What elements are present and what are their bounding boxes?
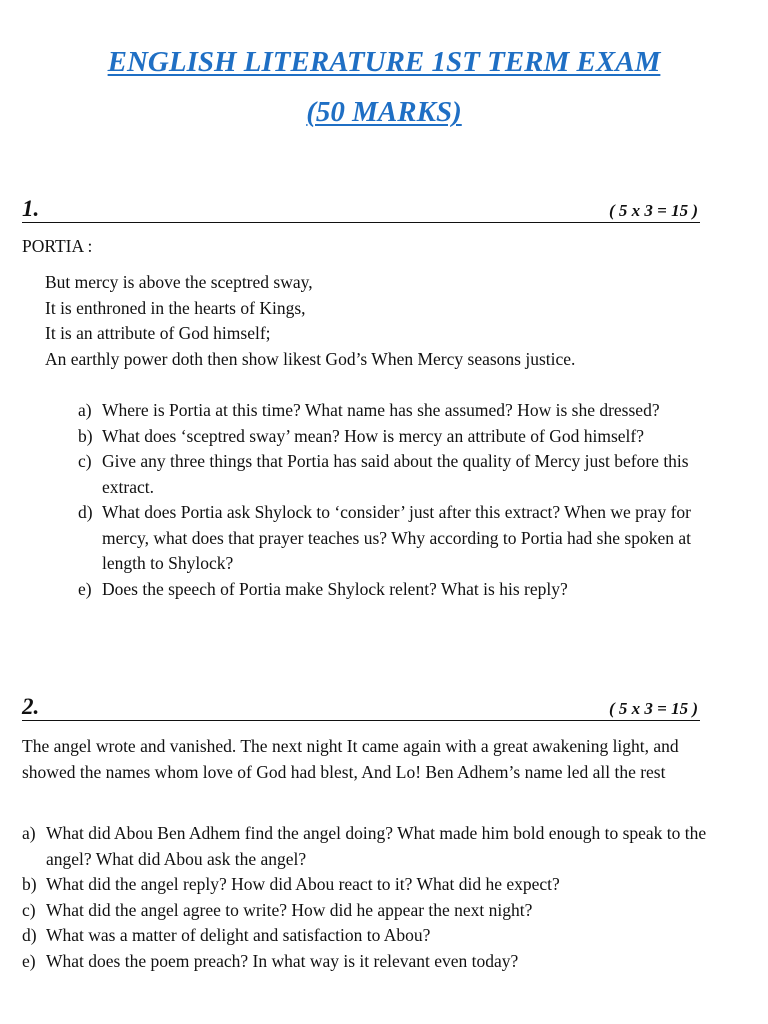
passage-line: An earthly power doth then show likest God’s When Mercy seasons justice.: [45, 348, 576, 369]
question-2-passage: The angel wrote and vanished. The next night It came again with a great awakening light, and showed the names whom love of God had blest, And Lo! Ben Adhem’s name led all the rest: [22, 736, 679, 782]
speaker-label: PORTIA :: [22, 236, 93, 256]
subquestion-item: [22, 898, 722, 924]
question-1-passage: [45, 270, 745, 372]
subquestion-item: [78, 577, 708, 603]
question-1-header: [22, 196, 700, 223]
subquestion-label: c): [78, 451, 92, 471]
subquestion-text: What did Abou Ben Adhem find the angel doing? What made him bold enough to speak to the angel? What did Abou ask the angel?: [46, 823, 707, 869]
subquestion-label: a): [78, 400, 92, 420]
subquestion-item: [78, 398, 708, 424]
question-2-marks: ( 5 x 3 = 15 ): [608, 699, 698, 718]
question-1-number: 1.: [22, 196, 40, 221]
question-2-number: 2.: [22, 694, 40, 719]
exam-title: ENGLISH LITERATURE 1ST TERM EXAM: [107, 46, 661, 78]
subquestion-text: Where is Portia at this time? What name has she assumed? How is she dressed?: [102, 400, 660, 420]
subquestion-label: b): [22, 874, 37, 894]
subquestion-item: [22, 821, 722, 872]
question-2-subquestions: [22, 821, 722, 974]
subquestion-item: [78, 500, 708, 577]
subquestion-label: e): [22, 950, 36, 971]
subquestion-text: What was a matter of delight and satisfaction to Abou?: [46, 925, 431, 945]
subquestion-text: What does the poem preach? In what way is it relevant even today?: [46, 950, 519, 971]
subquestion-label: c): [22, 899, 36, 920]
subquestion-label: b): [78, 425, 93, 446]
subquestion-text: Does the speech of Portia make Shylock relent? What is his reply?: [102, 578, 568, 599]
subquestion-text: What did the angel agree to write? How did he appear the next night?: [46, 899, 533, 920]
subquestion-text: What does ‘sceptred sway’ mean? How is mercy an attribute of God himself?: [102, 425, 644, 446]
subquestion-item: [78, 449, 708, 500]
subquestion-text: What did the angel reply? How did Abou react to it? What did he expect?: [46, 874, 560, 894]
question-1-marks: ( 5 x 3 = 15 ): [608, 201, 698, 220]
subquestion-label: d): [78, 502, 93, 522]
subquestion-text: What does Portia ask Shylock to ‘consider’ just after this extract? When we pray for mercy, what does that prayer teaches us? Why according to Portia had she spoken at length to Shylock?: [102, 502, 691, 573]
subquestion-text: Give any three things that Portia has said about the quality of Mercy just before this extract.: [102, 451, 689, 497]
subquestion-item: [78, 424, 708, 450]
exam-total-marks: (50 MARKS): [306, 96, 462, 128]
question-2-header: [22, 694, 700, 721]
passage-line: But mercy is above the sceptred sway,: [45, 272, 313, 292]
question-1-subquestions: [78, 398, 708, 602]
subquestion-label: e): [78, 578, 92, 599]
subquestion-item: [22, 949, 722, 975]
passage-line: It is an attribute of God himself;: [45, 323, 271, 343]
passage-line: It is enthroned in the hearts of Kings,: [45, 297, 306, 318]
subquestion-label: d): [22, 925, 37, 945]
subquestion-label: a): [22, 823, 36, 843]
subquestion-item: [22, 923, 722, 949]
subquestion-item: [22, 872, 722, 898]
